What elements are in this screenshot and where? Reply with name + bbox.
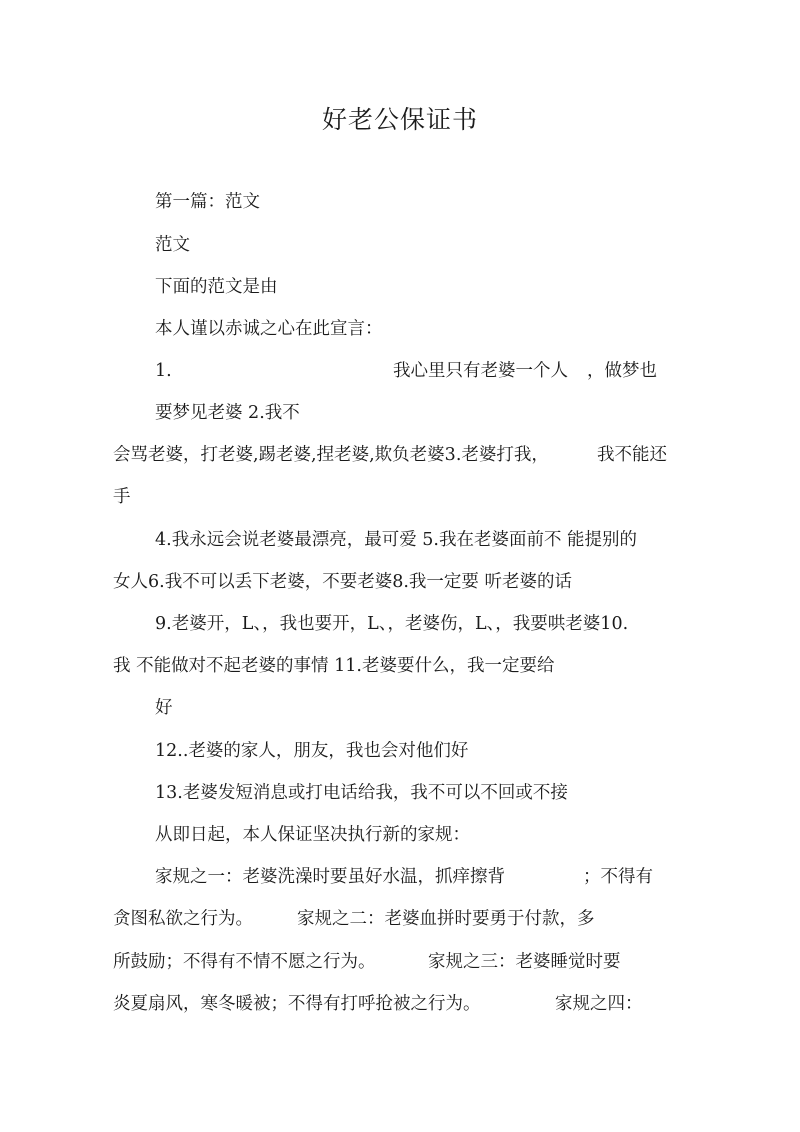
text-segment: 我不能还 (597, 445, 667, 465)
text-segment: 家规之二：老婆血拼时要勇于付款，多 (297, 909, 595, 929)
text-line: 本人谨以赤诚之心在此宣言： (155, 319, 383, 339)
text-line: 第一篇：范文 (155, 192, 260, 212)
text-line: 从即日起，本人保证坚决执行新的家规： (155, 825, 470, 845)
text-segment: 我心里只有老婆一个人 (393, 361, 568, 381)
text-line: 下面的范文是由 (155, 277, 278, 297)
text-line: 手 (113, 487, 131, 507)
text-segment: 贪图私欲之行为。 (113, 909, 253, 929)
text-line: 9.老婆开，L、，我也要开，L、，老婆伤，L、，我要哄老婆10. (155, 614, 629, 634)
text-line: 4.我永远会说老婆最漂亮，最可爱 5.我在老婆面前不 能提别的 (155, 530, 638, 550)
text-line: 13.老婆发短消息或打电话给我，我不可以不回或不接 (155, 783, 568, 803)
text-line: 范文 (155, 235, 190, 255)
text-line: 我 不能做对不起老婆的事情 11.老婆要什么，我一定要给 (113, 656, 555, 676)
text-segment: 炎夏扇风，寒冬暖被；不得有打呼抢被之行为。 (113, 994, 481, 1014)
text-segment: 家规之三：老婆睡觉时要 (428, 952, 621, 972)
text-line: 要梦见老婆 2.我不 (155, 403, 300, 423)
text-segment: ；不得有 (583, 867, 653, 887)
text-segment: 1. (155, 361, 172, 381)
document-title: 好老公保证书 (321, 105, 478, 134)
text-segment: 所鼓励；不得有不情不愿之行为。 (113, 952, 376, 972)
text-segment: 家规之一：老婆洗澡时要虽好水温，抓痒擦背 (155, 867, 505, 887)
text-segment: 会骂老婆，打老婆,踢老婆,捏老婆,欺负老婆3.老婆打我， (113, 445, 549, 465)
text-segment: ，做梦也 (587, 361, 657, 381)
text-line: 12..老婆的家人，朋友，我也会对他们好 (155, 741, 469, 761)
text-line: 女人6.我不可以丢下老婆，不要老婆8.我一定要 听老婆的话 (113, 572, 572, 592)
text-segment: 家规之四： (555, 994, 643, 1014)
text-line: 好 (155, 698, 173, 718)
